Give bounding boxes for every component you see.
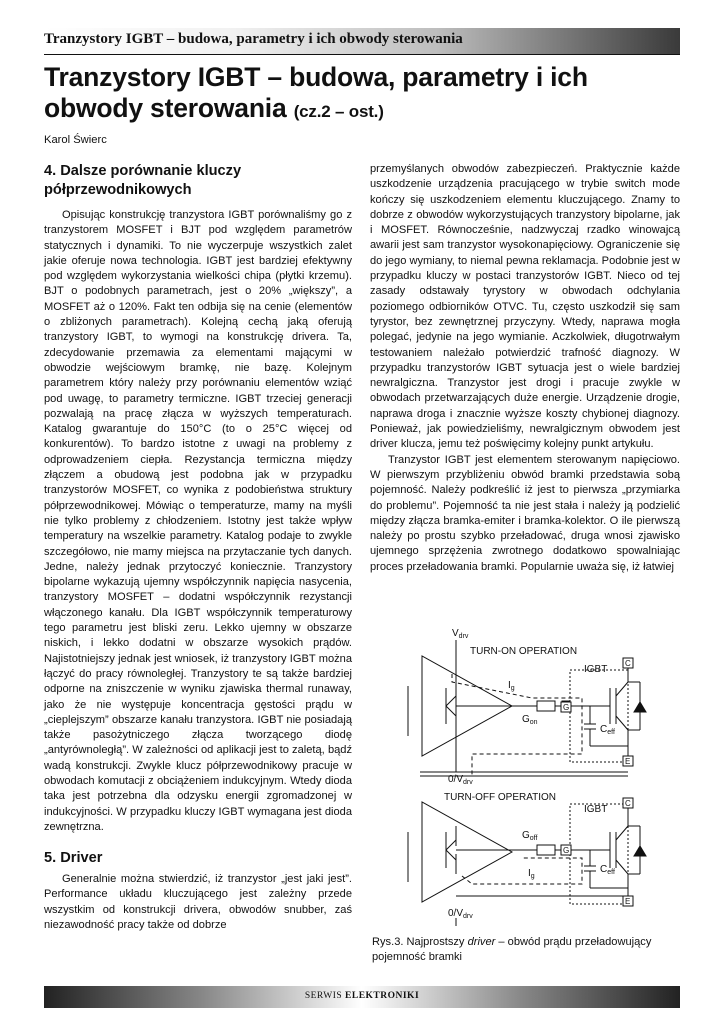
running-header bbox=[44, 28, 680, 55]
section-5-heading: 5. Driver bbox=[44, 850, 103, 867]
title-suffix: (cz.2 – ost.) bbox=[293, 102, 384, 121]
section-5-paragraph-1: Generalnie można stwierdzić, iż tranzystor „jest jaki jest”. Performance układu kluczującego jest zależny przede wszystkim od konstrukcji drivera, obwodów snubber, zaś niezawodność pracy także od dobrze bbox=[44, 873, 352, 932]
pin-e-upper: E bbox=[625, 757, 631, 766]
igbt-label-upper: IGBT bbox=[584, 664, 608, 675]
gon-label: $G_{on}$ bbox=[522, 714, 538, 726]
running-title: Tranzystory IGBT – budowa, parametry i ich obwody sterowania bbox=[44, 31, 463, 47]
footer-right: ELEKTRONIKI bbox=[345, 991, 420, 1001]
ig-label-upper: $I_g$ bbox=[508, 680, 515, 692]
column-right bbox=[370, 162, 680, 575]
igbt-label-lower: IGBT bbox=[584, 804, 608, 815]
figure-caption bbox=[372, 935, 680, 965]
section-4-heading: 4. Dalsze porównanie kluczy półprzewodnikowych bbox=[44, 163, 242, 198]
ig-label-lower: $I_g$ bbox=[528, 868, 535, 880]
footer-text bbox=[44, 991, 680, 1001]
pin-g-upper: G bbox=[563, 703, 570, 712]
caption-rest: – obwód prądu przeładowujący pojemność bramki bbox=[372, 936, 652, 963]
column-left bbox=[44, 162, 352, 933]
turn-off-label: TURN-OFF OPERATION bbox=[444, 792, 557, 803]
gnd-label-lower: $0/V_{drv}$ bbox=[448, 908, 473, 920]
ceff-label-upper: $C_{eff}$ bbox=[600, 724, 615, 736]
footer-bar bbox=[44, 986, 680, 1008]
section-5-paragraph-1-cont: przemyślanych obwodów zabezpieczeń. Praktycznie każde uszkodzenie urządzenia pracującego w trybie switch mode kończy się uszkodzeniem elementu kluczującego. Znamy to dobrze z obwodów wykorzystujących tranzystory bipolarne, jak i MOSFET. Równocześnie, nadzwyczaj rzadko winowajcą awarii jest sam tranzystor wysokonapięciowy. Ograniczenie się do jego wymiany, to niemal pewna reklamacja. Podobnie jest w przypadku kluczy w postaci tranzystorów IGBT. Nieco od tej zasady odstawały tyrystory w obwodach odchylania poziomego odbiorników OTVC. Tu, często uszkodził się sam tyrystor, bez zewnętrznej przyczyny. Wtedy, naprawa mogła polegać, jedynie na jego wymianie. Aczkolwiek, długotrwałym testowaniem należało potwierdzić trafność diagnozy. W przypadku tranzystorów IGBT sytuacja jest o wiele bardziej newralgiczna. Tranzystor jest drogi i pracuje zwykle w obwodach przetwarzających duże energie. Urządzenie drogie, naprawa droga i znacznie wyższe koszty chybionej diagnozy. Ponieważ, jak powiedzieliśmy, newralgicznym obwodem jest driver klucza, jemu też poświęcimy kolejny punkt artykułu. bbox=[370, 163, 680, 451]
pin-g-lower: G bbox=[563, 846, 570, 855]
driver-amp-lower bbox=[422, 802, 512, 902]
ceff-label-lower: $C_{eff}$ bbox=[600, 864, 615, 876]
section-4-paragraph: Opisując konstrukcję tranzystora IGBT porównaliśmy go z tranzystorem MOSFET i BJT pod względem parametrów statycznych i dynamiki. To nie wyczerpuje wszystkich zalet jakie oferuje nowa technologia. IGBT jest bardziej efektywny pod względem wykorzystania wielkości chipa (płytki krzemu). BJT o podobnych parametrach, jest o 20% „większy”, a MOSFET aż o 120%. Fakt ten odbija się na cenie (elementów o zbliżonych parametrach). Kolejną cechą jaką oferują tranzystory IGBT, to wymogi na konstrukcję drivera. Ta, zdecydowanie przemawia za elementami mającymi w obwodzie wejściowym bramkę, nie bazę. Kolejnym parametrem który należy przy porównaniu elementów wziąć pod uwagę, to parametry termiczne. IGBT trzeciej generacji pozwalają na pracę złącza w wyższych temperaturach. Katalog gwarantuje do 150°C (to o 25°C więcej od konkurentów). To bardzo istotne z uwagi na problemy z odprowadzeniem ciepła. Rezystancja termiczna między złączem a obudową jest podobna jak w przypadku tranzystorów MOSFET, co wynika z podobieństwa struktury półprzewodnikowej. Mówiąc o temperaturze, mamy na myśli nie tylko problemy z chłodzeniem. Istotny jest także wpływ temperatury na wszelkie parametry. Katalog podaje to zwykle szczegółowo, nie mamy miejsca na przytaczanie tych danych. Jedne, należy jednak przytoczyć koniecznie. Tranzystory bipolarne wykazują ujemny współczynnik napięcia nasycenia, tranzystory MOSFET – dodatni współczynnik rezystancji włączonego kanału. Dla IGBT współczynnik temperaturowy tego parametru jest bliski zeru. Lekko ujemny w obszarze niskich, i lekko dodatni w obszarze wysokich prądów. Najistotniejszy jednak jest wniosek, iż tranzystory IGBT można łączyć do pracy równoległej. Tranzystory te są także bardziej odporne na zniszczenie w wyniku zjawiska thermal runaway, jako że nie występuje koncentracja gęstości prądu w „cieplejszym” obszarze kanału tranzystora. IGBT nie posiadają także pasożytniczego złącza tworzącego diodę „antyrównoległą”. W zależności od aplikacji jest to zaletą, bądź wadą konstrukcji. Zwykle klucz półprzewodnikowy pracuje w obwodach komutacji z obciążeniem indukcyjnym. Wtedy dioda taka jest potrzebna dla odzysku energii zgromadzonej w indukcyjności. W przypadku kluczy IGBT wymagana jest dioda zewnętrzna. bbox=[44, 209, 352, 833]
pin-c-lower: C bbox=[625, 799, 631, 808]
caption-em: driver bbox=[467, 936, 496, 948]
turn-on-label: TURN-ON OPERATION bbox=[470, 646, 578, 657]
footer-left: SERWIS bbox=[304, 991, 343, 1001]
article-title bbox=[44, 62, 684, 127]
driver-circuit-figure bbox=[372, 626, 680, 926]
goff-label: $G_{off}$ bbox=[522, 830, 538, 842]
gnd-label-upper: $0/V_{drv}$ bbox=[448, 774, 473, 786]
vdrv-label: $V_{drv}$ bbox=[452, 628, 469, 640]
caption-prefix: Rys.3. Najprostszy bbox=[372, 936, 465, 948]
author: Karol Świerc bbox=[44, 134, 107, 146]
section-5-paragraph-2: Tranzystor IGBT jest elementem sterowanym napięciowo. W pierwszym przybliżeniu obwód bramki przedstawia sobą pojemność. Należy podkreślić iż jest to pierwsza „przymiarka do problemu”. Pojemność ta nie jest stała i należy ją podzielić między złącza bramka-emiter i bramka-kolektor. O ile pierwszą należy po prostu szybko przeładować, druga wnosi zjawisko ujemnego sprzężenia zwrotnego dodatkowo spowalniając proces przeładowania bramki. Popularnie uważa się, iż łatwiej bbox=[370, 453, 680, 573]
pin-c-upper: C bbox=[625, 659, 631, 668]
title-text: Tranzystory IGBT – budowa, parametry i ich obwody sterowania bbox=[44, 62, 588, 123]
pin-e-lower: E bbox=[625, 897, 631, 906]
